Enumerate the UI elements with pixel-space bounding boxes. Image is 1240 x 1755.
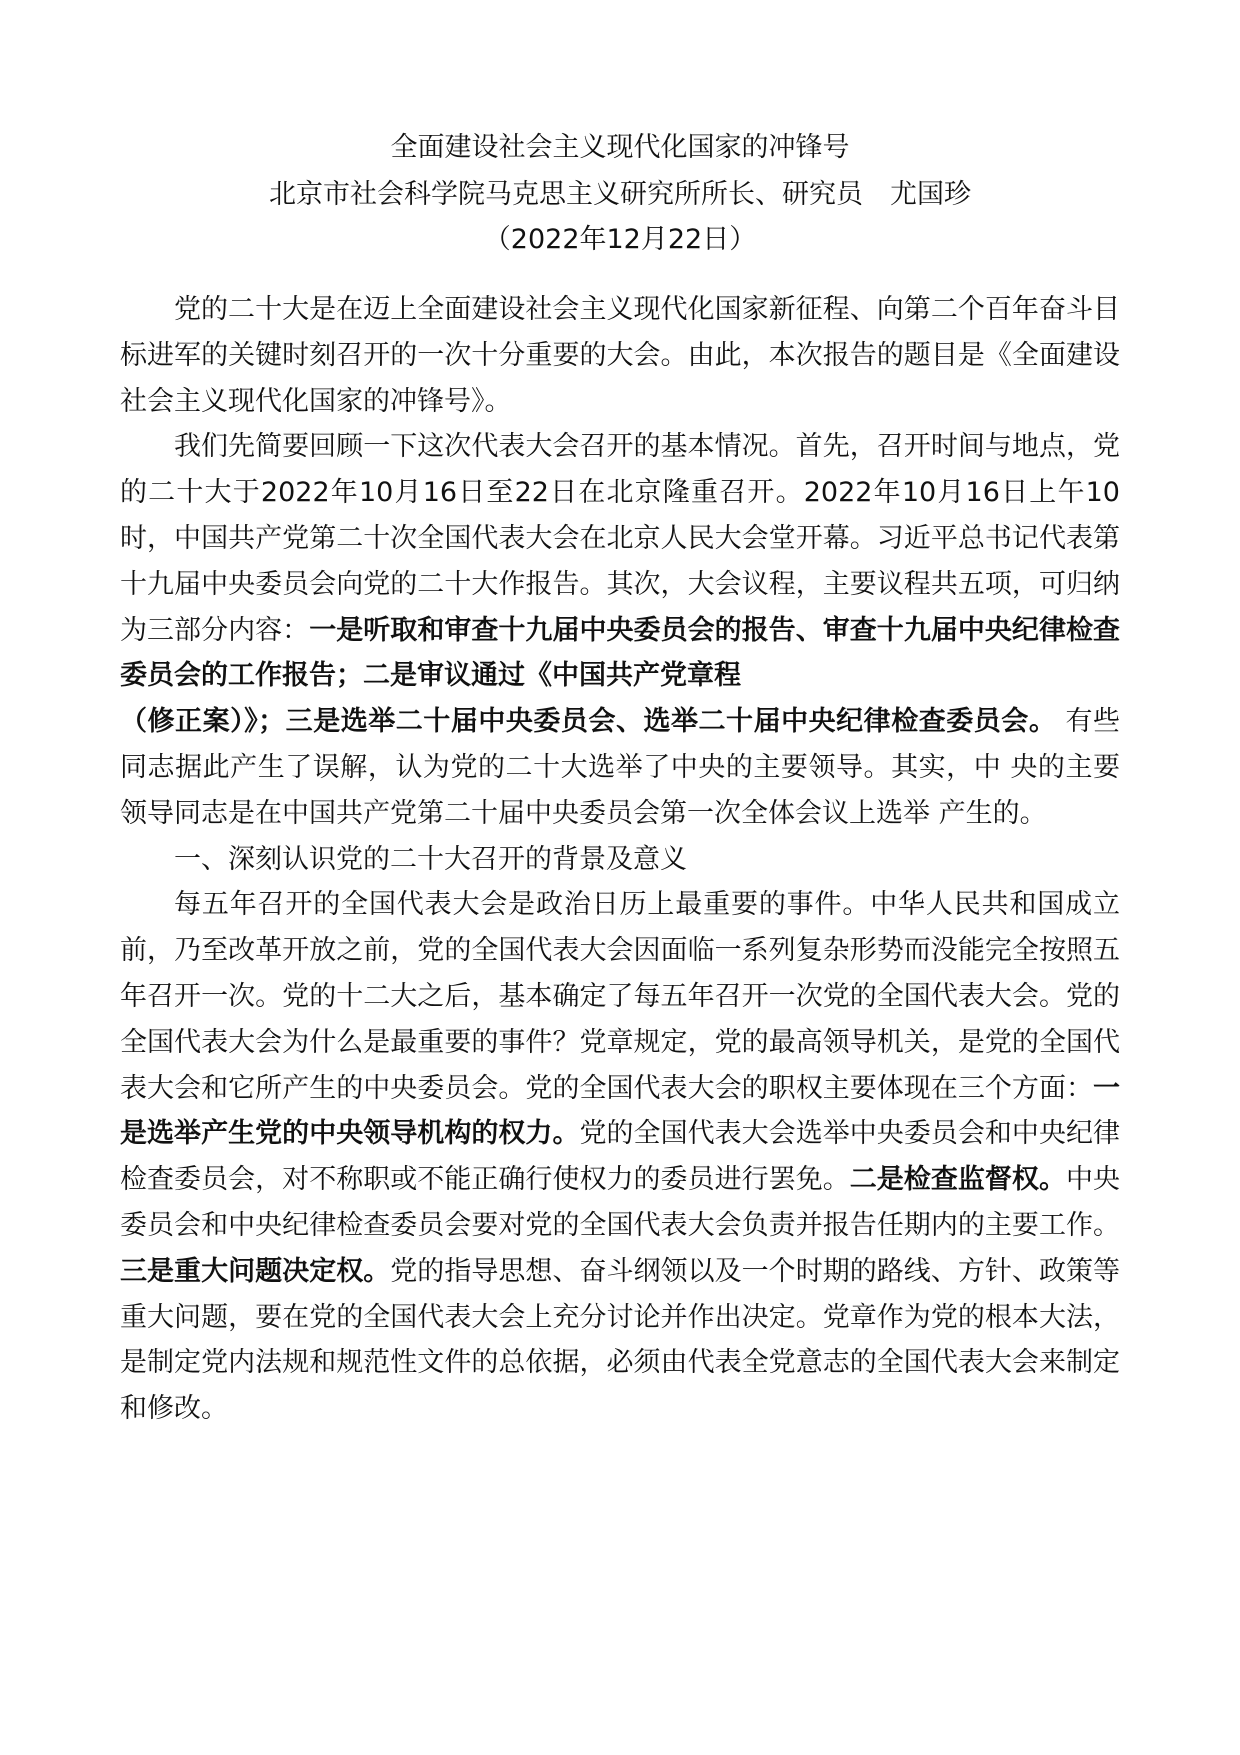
document-date: （2022年12月22日） [483, 224, 757, 255]
paragraph-agenda-continued [120, 699, 1120, 836]
power-1-text: 党的全国代表大会选举中央委员会和中央纪律检査委员会，对不称职或不能正确行使权力的委员进行罢免。 [120, 1118, 1121, 1196]
paragraph-congress-powers [120, 882, 1120, 1432]
agenda-items-bold: 一是听取和审查十九届中央委员会的报告、审查十九届中央纪律检查委员会的工作报告；二是审议通过《中国共产党章程 [120, 614, 1121, 692]
paragraph-agenda-text: 有些同志据此产生了误解，认为党的二十大选举了中央的主要领导。其实，中 央的主要领导同志是在中国共产党第二十届中央委员会第一次全体会议上选举 产生的。 [120, 706, 1120, 829]
paragraph-overview [120, 424, 1120, 699]
author-line: 北京市社会科学院马克思主义研究所所长、研究员 尤国珍 [269, 179, 971, 210]
paragraph-intro: 党的二十大是在迈上全面建设社会主义现代化国家新征程、向第二个百年奋斗目标进军的关键时刻召开的一次十分重要的大会。由此，本次报告的题目是《全面建设社会主义现代化国家的冲锋号》。 [120, 294, 1120, 417]
power-1-bold: 一是选举产生党的中央领导机构的权力。 [120, 1072, 1120, 1150]
power-3-bold: 三是重大问题决定权。 [120, 1255, 391, 1287]
power-2-bold: 二是检查监督权。 [849, 1164, 1066, 1196]
section-heading: 一、深刻认识党的二十大召开的背景及意义 [174, 843, 687, 875]
document-title: 全面建设社会主义现代化国家的冲锋号 [390, 132, 850, 163]
agenda-items-bold-continued: （修正案）》；三是选举二十届中央委员会、选举二十届中央纪律检查委员会。 [120, 706, 1057, 738]
paragraph-overview-text: 我们先简要回顾一下这次代表大会召开的基本情况。首先，召开时间与地点，党的二十大于2022年10月16日至22日在北京隆重召开。2022年10月16日上午10时，中国共产党第二十次全国代表大会在北京人民大会堂开幕。习近平总书记代表第十九届中央委员会向党的二十大作报告。其次，大会议程，主要议程共五项，可归纳为三部分内容： [120, 431, 1120, 646]
power-2-text: 中央委员会和中央纪律检查委员会要对党的全国代表大会负责并报告任期内的主要工作。 [120, 1164, 1121, 1241]
powers-intro-text: 每五年召开的全国代表大会是政治日历上最重要的事件。中华人民共和国成立前，乃至改革开放之前，党的全国代表大会因面临一系列复杂形势而没能完全按照五年召开一次。党的十二大之后，基本确定了每五年召开一次党的全国代表大会。党的全国代表大会为什么是最重要的事件？党章规定，党的最高领导机关，是党的全国代表大会和它所产生的中央委员会。党的全国代表大会的职权主要体现在三个方面： [120, 889, 1120, 1104]
document-body [120, 287, 1120, 1432]
power-3-text: 党的指导思想、奋斗纲领以及一个时期的路线、方针、政策等重大问题，要在党的全国代表大会上充分讨论并作出决定。党章作为党的根本大法，是制定党内法规和规范性文件的总依据，必须由代表全党意志的全国代表大会来制定和修改。 [120, 1255, 1121, 1425]
